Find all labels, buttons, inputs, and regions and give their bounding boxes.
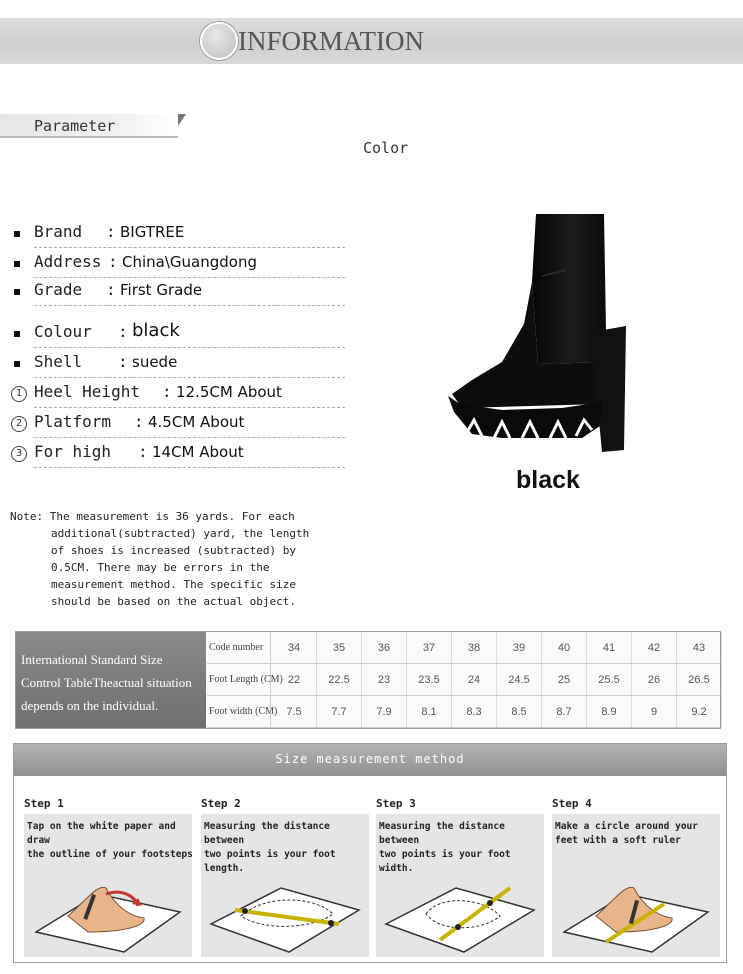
dashed-divider	[34, 467, 345, 468]
method-header	[14, 744, 726, 776]
size-cell: 25	[542, 664, 587, 695]
number-marker-icon: 2	[11, 416, 27, 432]
spec-row	[10, 442, 345, 470]
soft-ruler-illustration	[556, 854, 716, 954]
size-cell: 7.7	[317, 696, 362, 727]
size-cell: 8.1	[407, 696, 452, 727]
size-cell: 9.2	[677, 696, 722, 727]
step-description-line: Measuring the distance between	[204, 821, 330, 846]
spec-key: Grade	[34, 280, 83, 299]
number-marker-icon: 3	[11, 446, 27, 462]
size-cell: 8.3	[452, 696, 497, 727]
foot-width-illustration	[380, 854, 540, 954]
black-boot-image	[442, 212, 652, 458]
size-cell: 35	[317, 632, 362, 663]
spec-key: Colour	[34, 322, 92, 341]
dashed-divider	[34, 347, 345, 348]
spec-key: Heel Height	[34, 382, 140, 401]
number-marker-icon: 1	[11, 386, 27, 402]
size-cell: 36	[362, 632, 407, 663]
size-table-title-line: International Standard Size	[21, 652, 163, 667]
banner-title: INFORMATION	[238, 26, 425, 56]
step-card	[201, 814, 369, 957]
size-cell: 39	[497, 632, 542, 663]
note-line: 0.5CM. There may be errors in the	[51, 561, 270, 574]
size-row-header: Foot width (CM)	[207, 696, 271, 727]
spec-separator: :	[106, 222, 116, 241]
size-cell: 9	[632, 696, 677, 727]
size-cell: 24	[452, 664, 497, 695]
circle-ornament-icon	[200, 22, 238, 60]
size-cell: 43	[677, 632, 722, 663]
size-row	[207, 632, 720, 664]
spec-value: black	[132, 320, 180, 341]
spec-value: China\Guangdong	[122, 253, 257, 271]
spec-row	[10, 322, 345, 350]
size-table-title-line: Control TableTheactual situation	[21, 675, 192, 690]
note-line: additional(subtracted) yard, the length	[51, 527, 310, 540]
size-cell: 34	[272, 632, 317, 663]
dashed-divider	[34, 305, 345, 306]
step-description-line: Tap on the white paper and draw	[27, 821, 176, 846]
spec-row	[10, 352, 345, 380]
information-banner	[0, 18, 743, 64]
size-cell: 37	[407, 632, 452, 663]
dashed-divider	[34, 437, 345, 438]
method-title: Size measurement method	[275, 752, 465, 766]
note-heading: Note: The measurement is 36 yards. For each	[10, 510, 295, 523]
bullet-icon	[14, 231, 20, 237]
size-cell: 42	[632, 632, 677, 663]
step-description-line: two points is your foot width.	[379, 849, 511, 874]
spec-key: Address	[34, 252, 102, 271]
spec-separator: :	[162, 382, 172, 401]
size-cell: 8.5	[497, 696, 542, 727]
spec-value: 12.5CM About	[176, 383, 282, 401]
size-row	[207, 696, 720, 728]
size-cell: 41	[587, 632, 632, 663]
step-label: Step 4	[552, 797, 592, 810]
step-description-line: two points is your foot length.	[204, 849, 336, 874]
size-table	[15, 631, 721, 729]
spec-row	[10, 252, 345, 280]
spec-separator: :	[118, 352, 128, 371]
spec-value: 4.5CM About	[148, 413, 245, 431]
spec-separator: :	[106, 280, 116, 299]
size-cell: 38	[452, 632, 497, 663]
dashed-divider	[34, 277, 345, 278]
size-row-header: Code number	[207, 632, 271, 663]
size-cell: 23.5	[407, 664, 452, 695]
size-cell: 25.5	[587, 664, 632, 695]
size-cell: 22	[272, 664, 317, 695]
size-measurement-panel	[13, 743, 727, 963]
spec-separator: :	[138, 442, 148, 461]
size-cell: 23	[362, 664, 407, 695]
spec-separator: :	[118, 322, 128, 341]
step-description-line: Measuring the distance between	[379, 821, 505, 846]
size-cell: 7.5	[272, 696, 317, 727]
step-label: Step 1	[24, 797, 64, 810]
bullet-icon	[14, 361, 20, 367]
bullet-icon	[14, 331, 20, 337]
size-cell: 40	[542, 632, 587, 663]
spec-value: 14CM About	[152, 443, 244, 461]
size-row	[207, 664, 720, 696]
spec-value: BIGTREE	[120, 223, 185, 241]
step-card	[376, 814, 544, 957]
color-label: Color	[363, 139, 409, 157]
step-card	[24, 814, 192, 957]
bullet-icon	[14, 261, 20, 267]
spec-row	[10, 280, 345, 308]
parameter-label: Parameter	[34, 117, 116, 135]
spec-key: Brand	[34, 222, 83, 241]
size-cell: 26	[632, 664, 677, 695]
spec-row	[10, 382, 345, 410]
spec-row	[10, 222, 345, 250]
foot-length-illustration	[205, 854, 365, 954]
foot-outline-illustration	[28, 854, 188, 954]
dashed-divider	[34, 377, 345, 378]
spec-separator: :	[108, 252, 118, 271]
size-cell: 7.9	[362, 696, 407, 727]
size-cell: 8.7	[542, 696, 587, 727]
size-cell: 22.5	[317, 664, 362, 695]
spec-separator: :	[134, 412, 144, 431]
spec-key: Platform	[34, 412, 112, 431]
dashed-divider	[34, 407, 345, 408]
size-cell: 8.9	[587, 696, 632, 727]
step-description-line: feet with a soft ruler	[555, 835, 681, 846]
size-table-title	[16, 632, 206, 728]
step-description	[555, 820, 721, 848]
bullet-icon	[14, 289, 20, 295]
spec-value: First Grade	[120, 281, 203, 299]
size-table-title-line: depends on the individual.	[21, 698, 159, 713]
spec-key: For high	[34, 442, 112, 461]
step-description-line: the outline of your footsteps	[27, 849, 193, 860]
product-color-caption: black	[516, 466, 580, 494]
size-cell: 24.5	[497, 664, 542, 695]
size-cell: 26.5	[677, 664, 722, 695]
note-line: measurement method. The specific size	[51, 578, 297, 591]
step-card	[552, 814, 720, 957]
spec-key: Shell	[34, 352, 83, 371]
spec-row	[10, 412, 345, 440]
step-description-line: Make a circle around your	[555, 821, 698, 832]
note-line: should be based on the actual object.	[51, 595, 297, 608]
spec-value: suede	[132, 353, 178, 371]
size-row-header: Foot Length (CM)	[207, 664, 271, 695]
step-label: Step 2	[201, 797, 241, 810]
note-line: of shoes is increased (subtracted) by	[51, 544, 297, 557]
dashed-divider	[34, 247, 345, 248]
step-label: Step 3	[376, 797, 416, 810]
